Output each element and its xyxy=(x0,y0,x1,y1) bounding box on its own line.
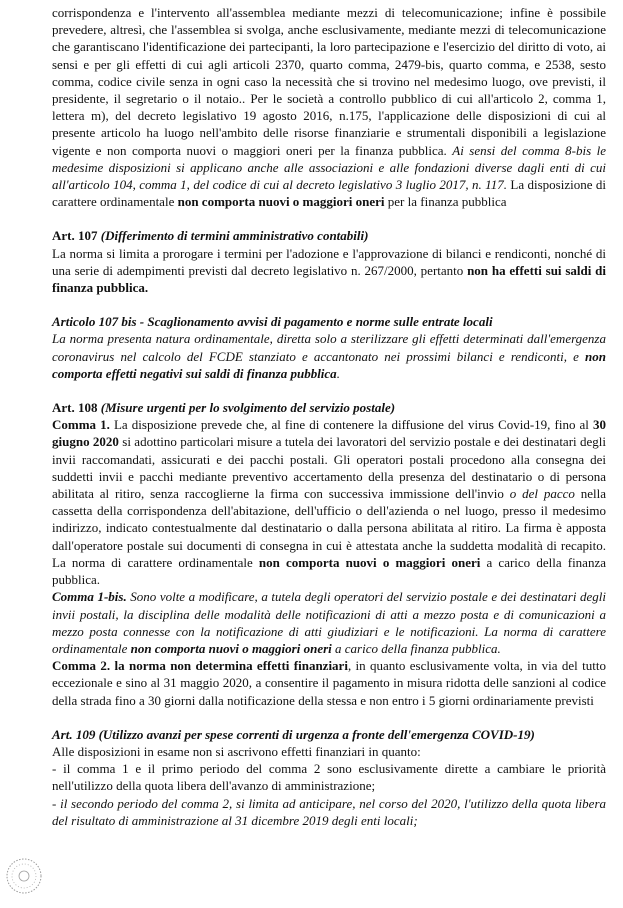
comma-label: Comma 1. xyxy=(52,417,110,433)
heading-art-107-bis: Articolo 107 bis - Scaglionamento avvisi di pagamento e norme sulle entrate locali xyxy=(52,314,493,330)
paragraph-text: corrispondenza e l'intervento all'assemblea mediante mezzi di telecomunicazione; infine è possibile prevedere, altresì, che l'assemblea si svolga, anche esclusivamente, mediante mezzi di telecomunicazione che garantiscano l'identificazione dei partecipanti, la loro partecipazione e l'esercizio del diritto di voto, ai sensi e per gli effetti di cui agli articoli 2370, quarto comma, 2479-bis, quarto comma, e 2538, sesto comma, codice civile senza in ogni caso la necessità che si trovino nel medesimo luogo, ove previsti, il presidente, il segretario o il notaio.. Per le società a controllo pubblico di cui all'articolo 2, comma 1, lettera m), del decreto legislativo 19 agosto 2016, n.175, l'applicazione delle disposizioni di cui al presente articolo ha luogo nell'ambito delle risorse finanziarie e strumentali disponibili a legislazione vigente e non comporta nuovi o maggiori oneri per la finanza pubblica. xyxy=(52,5,606,158)
paragraph-bold-text: non comporta nuovi o maggiori oneri xyxy=(130,640,332,656)
comma-label: Comma 1-bis. xyxy=(52,589,127,605)
paragraph-text: si adottino particolari misure a tutela dei lavoratori del servizio postale e dei destinatari degli invii raccomandati, assicurati e dei pacchi postali. Gli operatori postali procedono alla consegna dei suddetti invii e pacchi mediante preventivo accertamento della presenza del destinatario o di persona abilitata al ritiro, senza raccoglierne la firma con successiva immissione dell'invio xyxy=(52,434,606,502)
heading-art-107 xyxy=(52,227,606,244)
paragraph-text: La disposizione di carattere ordinamentale xyxy=(52,177,606,210)
list-item: - il secondo periodo del comma 2, si limita ad anticipare, nel corso del 2020, l'utilizzo della quota libera del risultato di amministrazione al 31 dicembre 2019 degli enti locali; xyxy=(52,795,606,828)
paragraph-comma-1 xyxy=(52,416,606,588)
heading-number: Art. 107 xyxy=(52,228,101,244)
heading-number: Art. 108 xyxy=(52,400,101,416)
paragraph-italic-text: Ai sensi del comma 8-bis le medesime disposizioni si applicano anche alle associazioni e alle fondazioni diverse dagli enti di cui all'articolo 104, comma 1, del codice di cui al decreto legislativo 3 luglio 2017, n. 117. xyxy=(52,142,606,193)
comma-label: Comma 2. la norma non determina effetti finanziari xyxy=(52,658,348,674)
paragraph-comma-1-bis xyxy=(52,588,606,657)
heading-art-109: Art. 109 (Utilizzo avanzi per spese correnti di urgenza a fronte dell'emergenza COVID-19) xyxy=(52,726,535,742)
heading-title: (Differimento di termini amministrativo contabili) xyxy=(100,228,369,244)
paragraph-text: nella cassetta della corrispondenza dell'abitazione, dell'ufficio o dell'azienda o nel luogo, presso il medesimo indirizzo, indicato contestualmente dal destinatario o dalla persona abilitata al ritiro. La firma è apposta dall'operatore postale sui documenti di consegna in cui è attestata anche la suddetta modalità di recapito. La norma di carattere ordinamentale xyxy=(52,486,606,570)
paragraph-bold-date: 30 giugno 2020 xyxy=(52,417,606,450)
paragraph-text: La disposizione prevede che, al fine di contenere la diffusione del virus Covid-19, fino al xyxy=(109,417,593,433)
paragraph-text: a carico della finanza pubblica. xyxy=(331,640,501,656)
paragraph-bold-text: non comporta effetti negativi sui saldi di finanza pubblica xyxy=(52,348,606,381)
paragraph-bold-text: non comporta nuovi o maggiori oneri xyxy=(258,554,481,570)
paragraph-art-107 xyxy=(52,245,606,297)
paragraph-text: per la finanza pubblica xyxy=(384,194,507,210)
list-item: - il comma 1 e il primo periodo del comma 2 sono esclusivamente dirette a cambiare le priorità nell'utilizzo della quota libera dell'avanzo di amministrazione; xyxy=(52,761,606,794)
seal-stamp-icon xyxy=(4,856,44,896)
paragraph-text: Sono volte a modificare, a tutela degli operatori del servizio postale e dei destinatari degli invii postali, la disciplina delle modalità delle notificazioni di atti a mezzo posta e di comunicazioni a mezzo posta connesse con la notificazione di atti giudiziari e le notificazioni. La norma di carattere ordinamentale xyxy=(52,589,606,656)
document-body xyxy=(52,4,606,829)
paragraph-italic-text: o del pacco xyxy=(509,486,575,502)
paragraph-assemblee xyxy=(52,4,606,210)
paragraph-bold-text: non comporta nuovi o maggiori oneri xyxy=(177,194,385,210)
heading-title: (Misure urgenti per lo svolgimento del servizio postale) xyxy=(100,400,396,416)
paragraph-text: . xyxy=(336,365,340,381)
heading-art-108 xyxy=(52,399,606,416)
paragraph-text: , in quanto esclusivamente volta, in via del tutto eccezionale e sino al 31 maggio 2020, a consentire il pagamento in misura ridotta delle sanzioni al codice della strada fino a 30 giorni dalla notificazione della stessa e non entro i 5 giorni ordinariamente previsti xyxy=(52,658,606,708)
paragraph-text: a carico della finanza pubblica. xyxy=(52,554,606,588)
paragraph-art-109-intro: Alle disposizioni in esame non si ascrivono effetti finanziari in quanto: xyxy=(52,743,421,759)
paragraph-bold-text: non ha effetti sui saldi di finanza pubblica. xyxy=(52,262,606,296)
paragraph-comma-2 xyxy=(52,657,606,709)
paragraph-text: La norma si limita a prorogare i termini per l'adozione e l'approvazione di bilanci e rendiconti, nonché di una serie di adempimenti previsti dal decreto legislativo n. 267/2000, pertanto xyxy=(52,245,606,278)
paragraph-text: La norma presenta natura ordinamentale, diretta solo a sterilizzare gli effetti determinati dall'emergenza coronavirus nel calcolo del FCDE stanziato e accantonato nei prossimi bilanci e rendiconti, e xyxy=(52,331,606,364)
paragraph-art-107-bis xyxy=(52,330,606,382)
